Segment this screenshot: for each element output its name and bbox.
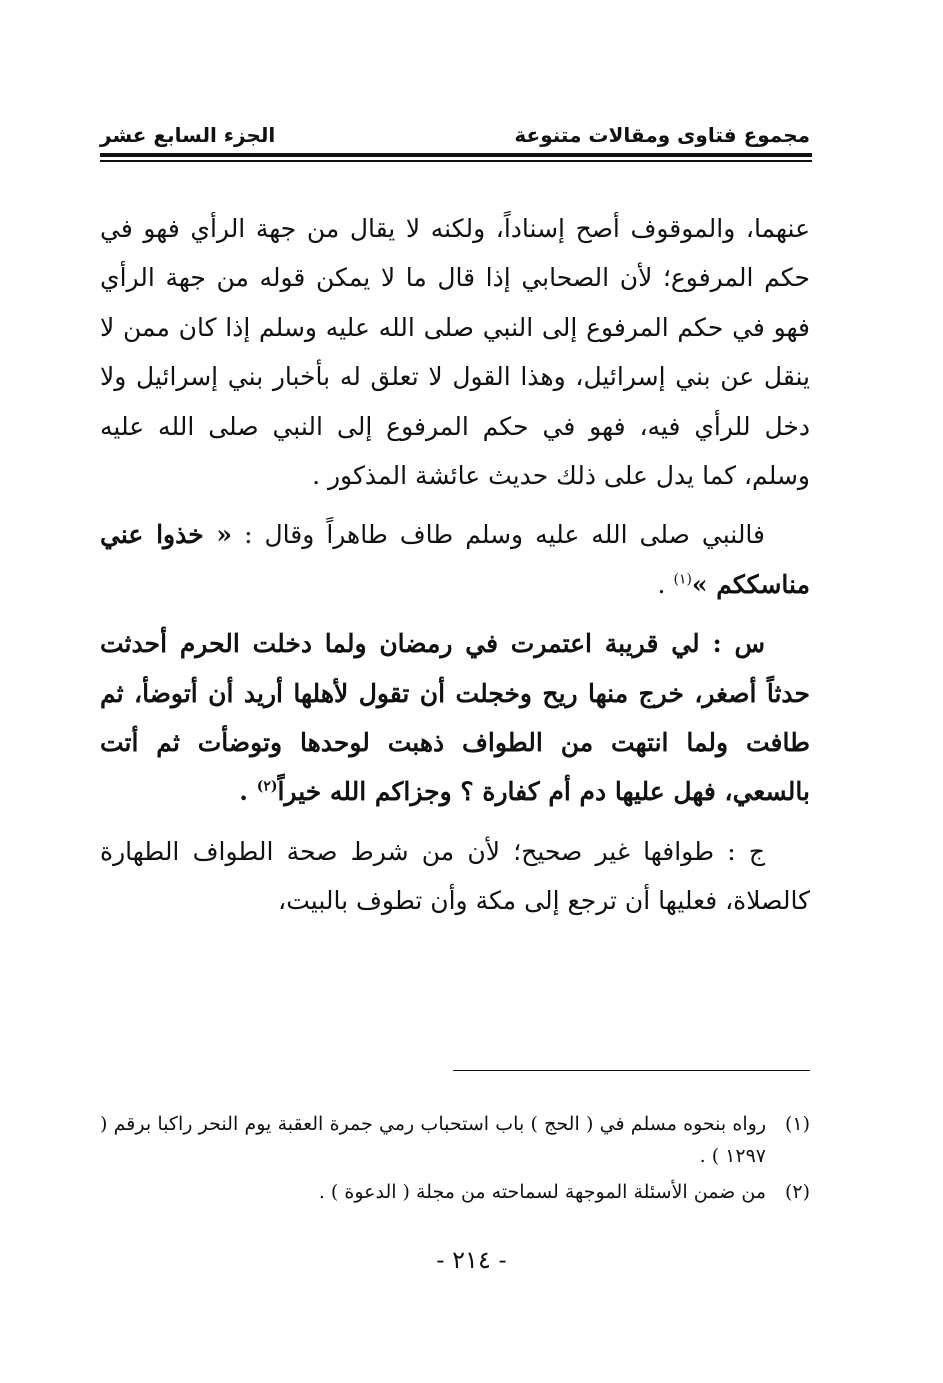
header-rule-thin [100,160,812,162]
hadith-quote: « خذوا عني مناسككم » [100,520,810,599]
header-book-title: مجموع فتاوى ومقالات متنوعة [514,123,810,147]
answer-paragraph [100,827,810,926]
footnote-ref-1: (١) [673,571,692,588]
header-volume-title: الجزء السابع عشر [100,123,276,147]
footnote-2 [100,1176,810,1208]
main-text [100,204,810,936]
footnote-divider [453,1070,810,1071]
running-header [100,122,810,148]
question-end: . [239,777,257,807]
answer-text: ج : طوافها غير صحيح؛ لأن من شرط صحة الطواف الطهارة كالصلاة، فعليها أن ترجع إلى مكة وأن تطوف بالبيت، [100,836,810,916]
footnote-ref-2: (٢) [256,779,278,796]
paragraph-1 [100,204,810,500]
paragraph-2 [100,510,810,609]
footnote-1 [100,1108,810,1172]
footnote-1-number: (١) [784,1113,810,1135]
paragraph-2-text: فالنبي صلى الله عليه وسلم طاف طاهراً وقال : « خذوا عني مناسككم » [100,520,810,599]
page-number: - ٢١٤ - [436,1246,507,1274]
footnote-2-number: (٢) [784,1181,810,1203]
footnotes [100,1108,810,1212]
footnote-1-text: رواه بنحوه مسلم في ( الحج ) باب استحباب رمي جمرة العقبة يوم النحر راكبا برقم ( ١٢٩٧ ) . [100,1113,766,1167]
question-paragraph [100,619,810,817]
paragraph-1-text: عنهما، والموقوف أصح إسناداً، ولكنه لا يقال من جهة الرأي فهو في حكم المرفوع؛ لأن الصحابي إذا قال ما لا يمكن قوله من جهة الرأي فهو في حكم المرفوع إلى النبي صلى الله عليه وسلم إذا كان ممن لا ينقل عن بني إسرائيل، وهذا القول لا تعلق له بأخبار بني إسرائيل ولا دخل للرأي فيه، فهو في حكم المرفوع إلى النبي صلى الله عليه وسلم، كما يدل على ذلك حديث عائشة المذكور . [100,214,810,491]
footnote-2-text: من ضمن الأسئلة الموجهة لسماحته من مجلة ( الدعوة ) . [318,1181,766,1203]
header-rule-thick [100,153,812,157]
question-text: س : لي قريبة اعتمرت في رمضان ولما دخلت الحرم أحدثت حدثاً أصغر، خرج منها ريح وخجلت أن تقول لأهلها أريد أن أتوضأ، ثم طافت ولما انتهت من الطواف ذهبت لوحدها وتوضأت ثم أتت بالسعي، فهل عليها دم أم كفارة ؟ وجزاكم الله خيراً [100,629,810,807]
paragraph-2-end: . [657,569,674,599]
